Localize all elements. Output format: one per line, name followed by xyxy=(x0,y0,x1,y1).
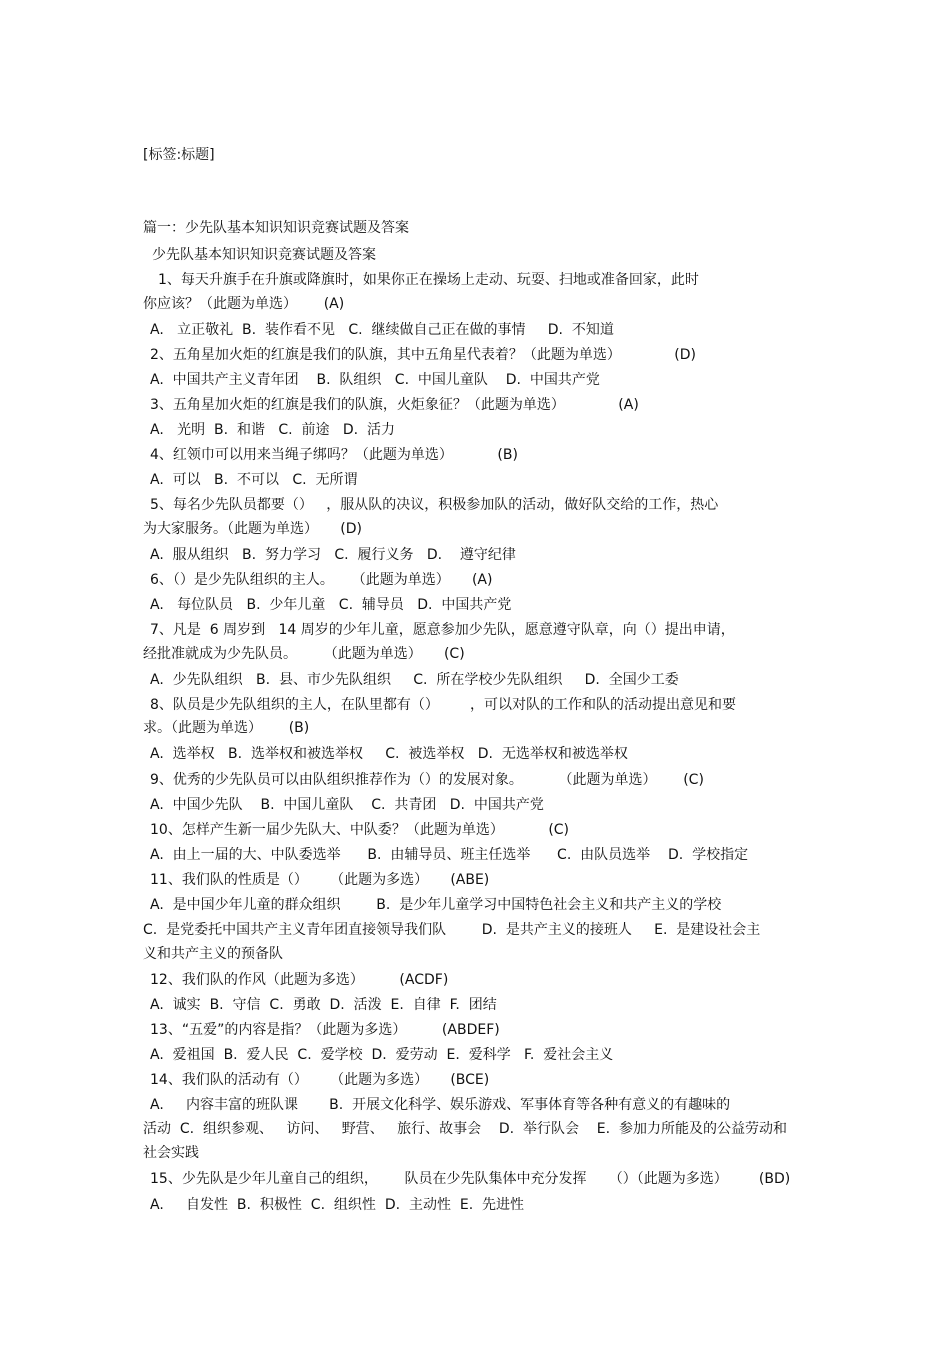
question-5-line-1: 5、每名少先队员都要（） ，服从队的决议，积极参加队的活动，做好队交给的工作，热心 xyxy=(150,497,719,513)
question-9-options: A. 中国少先队 B. 中国儿童队 C. 共青团 D. 中国共产党 xyxy=(150,797,544,813)
question-2: 2、五角星加火炬的红旗是我们的队旗，其中五角星代表着？（此题为单选） (D) xyxy=(150,347,697,363)
question-1-line-2: 你应该？（此题为单选） (A) xyxy=(143,296,345,312)
question-7-options: A. 少先队组织 B. 县、市少先队组织 C. 所在学校少先队组织 D. 全国少工委 xyxy=(150,672,679,688)
heading-title: 少先队基本知识知识竞赛试题及答案 xyxy=(152,247,376,263)
question-7-line-1: 7、凡是 6 周岁到 14 周岁的少年儿童，愿意参加少先队，愿意遵守队章，向（）提出申请， xyxy=(150,622,735,638)
question-6: 6、（）是少先队组织的主人。 （此题为单选） (A) xyxy=(150,572,493,588)
question-15-options: A. 自发性 B. 积极性 C. 组织性 D. 主动性 E. 先进性 xyxy=(150,1197,525,1213)
question-15: 15、少先队是少年儿童自己的组织， 队员在少先队集体中充分发挥 （）（此题为多选） (BD) xyxy=(150,1171,791,1187)
question-10: 10、怎样产生新一届少先队大、中队委？（此题为单选） (C) xyxy=(150,822,570,838)
question-5-options: A. 服从组织 B. 努力学习 C. 履行义务 D. 遵守纪律 xyxy=(150,547,516,563)
tag-line: [标签:标题] xyxy=(143,147,215,163)
question-1-line-1: 1、每天升旗手在升旗或降旗时，如果你正在操场上走动、玩耍、扫地或准备回家，此时 xyxy=(158,272,699,288)
question-14-options-line-3: 社会实践 xyxy=(143,1145,199,1161)
question-14-options-line-1: A. 内容丰富的班队课 B. 开展文化科学、娱乐游戏、军事体育等各种有意义的有趣味的 xyxy=(150,1097,731,1113)
question-7-line-2: 经批准就成为少先队员。 （此题为单选） (C) xyxy=(143,646,465,662)
question-6-options: A. 每位队员 B. 少年儿童 C. 辅导员 D. 中国共产党 xyxy=(150,597,512,613)
question-1-options: A. 立正敬礼 B. 装作看不见 C. 继续做自己正在做的事情 D. 不知道 xyxy=(150,322,614,338)
question-12: 12、我们队的作风（此题为多选） (ACDF) xyxy=(150,972,449,988)
question-11-options-line-1: A. 是中国少年儿童的群众组织 B. 是少年儿童学习中国特色社会主义和共产主义的学校 xyxy=(150,897,722,913)
question-14: 14、我们队的活动有（） （此题为多选） (BCE) xyxy=(150,1072,490,1088)
question-11: 11、我们队的性质是（） （此题为多选） (ABE) xyxy=(150,872,490,888)
question-12-options: A. 诚实 B. 守信 C. 勇敢 D. 活泼 E. 自律 F. 团结 xyxy=(150,997,497,1013)
question-13: 13、“五爱”的内容是指？（此题为多选） (ABDEF) xyxy=(150,1022,500,1038)
question-14-options-line-2: 活动 C. 组织参观、 访问、 野营、 旅行、故事会 D. 举行队会 E. 参加力所能及的公益劳动和 xyxy=(143,1121,788,1137)
question-4: 4、红领巾可以用来当绳子绑吗？（此题为单选） (B) xyxy=(150,447,518,463)
question-11-options-line-2: C. 是党委托中国共产主义青年团直接领导我们队 D. 是共产主义的接班人 E. 是建设社会主 xyxy=(143,922,761,938)
question-8-options: A. 选举权 B. 选举权和被选举权 C. 被选举权 D. 无选举权和被选举权 xyxy=(150,746,628,762)
question-5-line-2: 为大家服务。（此题为单选） (D) xyxy=(143,521,362,537)
question-4-options: A. 可以 B. 不可以 C. 无所谓 xyxy=(150,472,358,488)
question-10-options: A. 由上一届的大、中队委选举 B. 由辅导员、班主任选举 C. 由队员选举 D. 学校指定 xyxy=(150,847,749,863)
question-8-line-2: 求。（此题为单选） (B) xyxy=(143,720,310,736)
question-8-line-1: 8、队员是少先队组织的主人，在队里都有（） ，可以对队的工作和队的活动提出意见和要 xyxy=(150,697,737,713)
question-9: 9、优秀的少先队员可以由队组织推荐作为（）的发展对象。 （此题为单选） (C) xyxy=(150,772,704,788)
question-3: 3、五角星加火炬的红旗是我们的队旗，火炬象征？（此题为单选） (A) xyxy=(150,397,639,413)
heading-section-one: 篇一：少先队基本知识知识竞赛试题及答案 xyxy=(143,220,409,236)
question-13-options: A. 爱祖国 B. 爱人民 C. 爱学校 D. 爱劳动 E. 爱科学 F. 爱社会主义 xyxy=(150,1047,614,1063)
question-11-options-line-3: 义和共产主义的预备队 xyxy=(143,946,283,962)
question-3-options: A. 光明 B. 和谐 C. 前途 D. 活力 xyxy=(150,422,395,438)
question-2-options: A. 中国共产主义青年团 B. 队组织 C. 中国儿童队 D. 中国共产党 xyxy=(150,372,600,388)
